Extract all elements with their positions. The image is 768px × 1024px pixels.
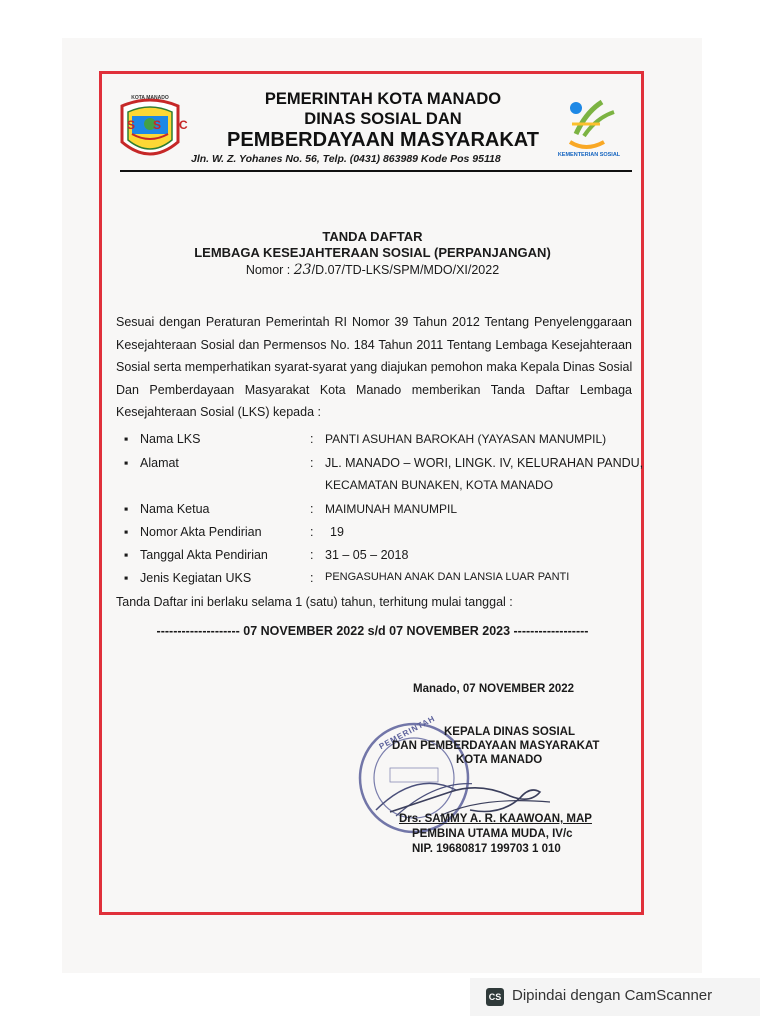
header-government: PEMERINTAH KOTA MANADO (264, 90, 502, 108)
field-value: 31 – 05 – 2018 (325, 548, 409, 562)
body-line: Kesejahteraan Sosial (LKS) kepada : (116, 405, 321, 419)
signer-rank: PEMBINA UTAMA MUDA, IV/c (412, 828, 573, 840)
number-suffix: /D.07/TD-LKS/SPM/MDO/XI/2022 (311, 263, 500, 277)
body-line: Sosial serta memperhatikan syarat-syarat yang diajukan pemohon maka Kepala Dinas Sosial (116, 360, 633, 374)
signer-title-3: KOTA MANADO (456, 754, 543, 766)
validity-text: Tanda Daftar ini berlaku selama 1 (satu) tahun, terhitung mulai tanggal : (116, 595, 513, 609)
number-prefix: Nomor : (245, 263, 291, 277)
field-colon: : (310, 548, 314, 562)
field-colon: : (310, 571, 314, 585)
city-emblem-logo (118, 94, 206, 166)
field-colon: : (310, 502, 314, 516)
field-label: Nomor Akta Pendirian (140, 525, 262, 539)
signer-name: Drs. SAMMY A. R. KAAWOAN, MAP (399, 813, 592, 825)
signer-title-1: KEPALA DINAS SOSIAL (444, 726, 575, 738)
header-address: Jln. W. Z. Yohanes No. 56, Telp. (0431) 863989 Kode Pos 95118 (191, 153, 501, 165)
ministry-logo (556, 94, 622, 166)
field-colon: : (310, 525, 314, 539)
field-value: PANTI ASUHAN BAROKAH (YAYASAN MANUMPIL) (325, 432, 607, 446)
signer-title-2: DAN PEMBERDAYAAN MASYARAKAT (392, 740, 600, 752)
body-line: Sesuai dengan Peraturan Pemerintah RI Nomor 39 Tahun 2012 Tentang Penyelenggaraan (116, 315, 632, 329)
scanner-watermark (470, 978, 760, 1016)
stamp-text: PEMERINTAH (377, 713, 437, 752)
field-label: Tanggal Akta Pendirian (140, 548, 268, 562)
field-value: MAIMUNAH MANUMPIL (325, 502, 458, 516)
validity-period: -------------------- 07 NOVEMBER 2022 s/d 07 NOVEMBER 2023 ------------------ (156, 624, 589, 638)
header-department: DINAS SOSIAL DAN (304, 110, 462, 128)
doc-subtitle: LEMBAGA KESEJAHTERAAN SOSIAL (PERPANJANGAN) (194, 245, 551, 260)
field-label: Jenis Kegiatan UKS (140, 571, 252, 585)
bullet-icon: ▪ (124, 456, 129, 470)
field-label: Alamat (140, 456, 179, 470)
number-handwritten: 23 (293, 262, 312, 278)
field-value-continued: KECAMATAN BUNAKEN, KOTA MANADO (325, 478, 554, 492)
emblem-caption: KOTA MANADO (131, 95, 169, 101)
doc-title: TANDA DAFTAR (322, 229, 423, 244)
header-divider (120, 170, 632, 172)
field-value: JL. MANADO – WORI, LINGK. IV, KELURAHAN PANDU, (325, 456, 644, 470)
emblem-letters: SSC (127, 118, 206, 132)
field-value: PENGASUHAN ANAK DAN LANSIA LUAR PANTI (325, 571, 570, 583)
field-colon: : (310, 432, 314, 446)
field-colon: : (310, 456, 314, 470)
field-label: Nama LKS (140, 432, 201, 446)
bullet-icon: ▪ (124, 432, 129, 446)
body-line: Dan Pemberdayaan Masyarakat Kota Manado memberikan Tanda Daftar Lembaga (116, 382, 632, 397)
field-label: Nama Ketua (140, 502, 210, 516)
header-department-2: PEMBERDAYAAN MASYARAKAT (227, 129, 539, 151)
field-value: 19 (330, 525, 344, 539)
doc-number (100, 262, 645, 278)
camscanner-icon: CS (486, 988, 504, 1006)
place-date: Manado, 07 NOVEMBER 2022 (413, 683, 575, 695)
signer-nip: NIP. 19680817 199703 1 010 (412, 843, 561, 855)
ministry-caption: KEMENTERIAN SOSIAL (557, 152, 621, 158)
body-paragraph (116, 311, 632, 424)
bullet-icon: ▪ (124, 502, 129, 516)
bullet-icon: ▪ (124, 571, 129, 585)
bullet-icon: ▪ (124, 525, 129, 539)
watermark-text: Dipindai dengan CamScanner (512, 987, 713, 1004)
body-line: Kesejahteraan Sosial dan Permensos No. 184 Tahun 2011 Tentang Lembaga Kesejahteraan (116, 337, 632, 352)
bullet-icon: ▪ (124, 548, 129, 562)
